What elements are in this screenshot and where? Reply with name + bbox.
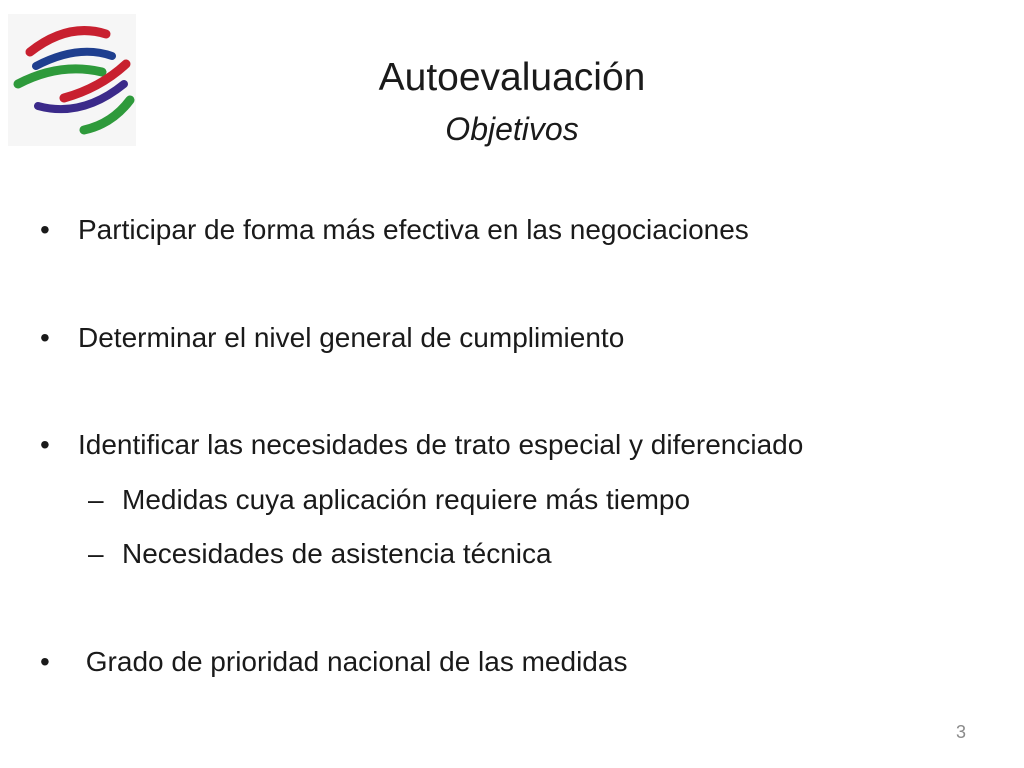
bullet-text: Determinar el nivel general de cumplimiento [78, 322, 625, 353]
bullet-marker: • [40, 214, 50, 245]
bullet-marker: • [40, 429, 50, 460]
bullet-marker: • [40, 646, 50, 677]
slide-subtitle: Objetivos [445, 111, 579, 147]
sub-bullet-text: Medidas cuya aplicación requiere más tiempo [122, 484, 691, 515]
bullet-item [40, 212, 749, 248]
sub-bullet-item [88, 536, 552, 572]
bullet-item [40, 644, 628, 680]
sub-bullet-text: Necesidades de asistencia técnica [122, 538, 552, 569]
sub-bullet-marker: – [88, 484, 104, 515]
sub-bullet-item [88, 482, 691, 518]
bullet-item [40, 427, 804, 463]
page-number: 3 [955, 722, 966, 742]
bullet-text: Identificar las necesidades de trato especial y diferenciado [78, 429, 804, 460]
sub-bullet-marker: – [88, 538, 104, 569]
bullet-marker: • [40, 322, 50, 353]
bullet-text: Participar de forma más efectiva en las negociaciones [78, 214, 749, 245]
bullet-text: Grado de prioridad nacional de las medidas [78, 646, 628, 677]
bullet-item [40, 320, 625, 356]
slide-title: Autoevaluación [378, 56, 646, 99]
